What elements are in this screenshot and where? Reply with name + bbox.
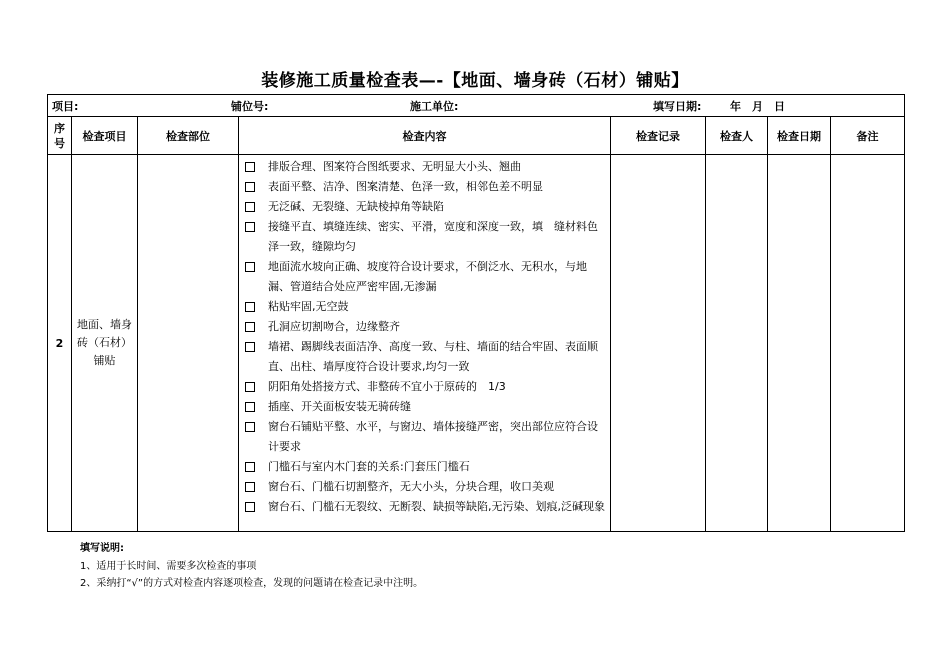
checkbox-icon[interactable] bbox=[245, 202, 255, 212]
row-number: 2 bbox=[48, 155, 72, 532]
checklist-item-text: 阴阳角处搭接方式、非整砖不宜小于原砖的 1/3 bbox=[268, 380, 506, 393]
inspection-table bbox=[47, 94, 905, 532]
construction-unit-label: 施工单位: bbox=[410, 99, 459, 113]
row-inspector-cell[interactable] bbox=[706, 155, 768, 532]
instructions-title: 填写说明: bbox=[80, 543, 124, 554]
checklist-item bbox=[245, 257, 606, 297]
checklist-item bbox=[245, 377, 606, 397]
checklist-item-text: 窗台石铺贴平整、水平，与窗边、墙体接缝严密，突出部位应符合设计要求 bbox=[268, 420, 598, 453]
checklist-item-text: 门槛石与室内木门套的关系:门套压门槛石 bbox=[268, 460, 470, 473]
checklist-item-text: 接缝平直、填缝连续、密实、平滑，宽度和深度一致，填 缝材料色泽一致，缝隙均匀 bbox=[268, 220, 598, 253]
row-location-cell[interactable] bbox=[138, 155, 239, 532]
row-checklist-cell bbox=[239, 155, 611, 532]
checkbox-icon[interactable] bbox=[245, 262, 255, 272]
checkbox-icon[interactable] bbox=[245, 382, 255, 392]
fill-date-label: 填写日期: bbox=[653, 99, 702, 113]
checklist-item-text: 无泛碱、无裂缝、无缺棱掉角等缺陷 bbox=[268, 200, 444, 213]
checklist-item-text: 粘贴牢固,无空鼓 bbox=[268, 300, 349, 313]
checklist-item bbox=[245, 397, 606, 417]
header-location: 检查部位 bbox=[138, 117, 239, 155]
row-date-cell[interactable] bbox=[768, 155, 831, 532]
header-content: 检查内容 bbox=[239, 117, 611, 155]
checklist-item-text: 排版合理、图案符合图纸要求、无明显大小头、翘曲 bbox=[268, 160, 521, 173]
date-placeholder: 年 月 日 bbox=[730, 99, 785, 113]
checkbox-icon[interactable] bbox=[245, 182, 255, 192]
checklist-item-text: 孔洞应切割吻合，边缘整齐 bbox=[268, 320, 400, 333]
checkbox-icon[interactable] bbox=[245, 162, 255, 172]
checklist-item bbox=[245, 297, 606, 317]
checkbox-icon[interactable] bbox=[245, 502, 255, 512]
header-seq: 序 号 bbox=[48, 117, 72, 155]
checklist-item-text: 表面平整、洁净、图案清楚、色泽一致，相邻色差不明显 bbox=[268, 180, 543, 193]
row-remark-cell[interactable] bbox=[831, 155, 905, 532]
checkbox-icon[interactable] bbox=[245, 322, 255, 332]
header-inspector: 检查人 bbox=[706, 117, 768, 155]
checklist-item-text: 窗台石、门槛石切割整齐，无大小头，分块合理，收口美观 bbox=[268, 480, 554, 493]
checklist-item bbox=[245, 197, 606, 217]
row-item: 地面、墙身砖（石材）铺贴 bbox=[72, 155, 138, 532]
checklist-item bbox=[245, 497, 606, 517]
checklist-item bbox=[245, 337, 606, 377]
project-label: 项目: bbox=[52, 99, 79, 113]
header-date: 检查日期 bbox=[768, 117, 831, 155]
checklist-item-text: 插座、开关面板安装无骑砖缝 bbox=[268, 400, 411, 413]
checklist-item-text: 窗台石、门槛石无裂纹、无断裂、缺损等缺陷,无污染、划痕,泛碱现象 bbox=[268, 500, 605, 513]
checklist-item bbox=[245, 317, 606, 337]
checklist-item bbox=[245, 477, 606, 497]
checklist-item-text: 地面流水坡向正确、坡度符合设计要求，不倒泛水、无积水，与地漏、管道结合处应严密牢固,无渗漏 bbox=[268, 260, 587, 293]
header-remark: 备注 bbox=[831, 117, 905, 155]
checkbox-icon[interactable] bbox=[245, 222, 255, 232]
row-record-cell[interactable] bbox=[611, 155, 706, 532]
checklist-item bbox=[245, 177, 606, 197]
position-no-label: 铺位号: bbox=[231, 99, 269, 113]
header-record: 检查记录 bbox=[611, 117, 706, 155]
instruction-item-2: 2、采纳打“√”的方式对检查内容逐项检查，发现的问题请在检查记录中注明。 bbox=[80, 578, 424, 589]
checklist-item bbox=[245, 457, 606, 477]
checkbox-icon[interactable] bbox=[245, 402, 255, 412]
checklist-item bbox=[245, 157, 606, 177]
checkbox-icon[interactable] bbox=[245, 462, 255, 472]
header-row bbox=[48, 117, 905, 155]
checkbox-icon[interactable] bbox=[245, 422, 255, 432]
checkbox-icon[interactable] bbox=[245, 482, 255, 492]
page-title: 装修施工质量检查表—-【地面、墙身砖（石材）铺贴】 bbox=[261, 71, 689, 91]
checkbox-icon[interactable] bbox=[245, 302, 255, 312]
header-item: 检查项目 bbox=[72, 117, 138, 155]
checklist-item bbox=[245, 217, 606, 257]
table-row bbox=[48, 155, 905, 532]
checklist-item-text: 墙裙、踢脚线表面洁净、高度一致、与柱、墙面的结合牢固、表面顺直、出柱、墙厚度符合设计要求,均匀一致 bbox=[268, 340, 598, 373]
instructions bbox=[80, 540, 423, 593]
checklist-item bbox=[245, 417, 606, 457]
checklist bbox=[245, 157, 606, 517]
meta-row bbox=[48, 95, 905, 117]
instruction-item-1: 1、适用于长时间、需要多次检查的事项 bbox=[80, 560, 257, 572]
checkbox-icon[interactable] bbox=[245, 342, 255, 352]
